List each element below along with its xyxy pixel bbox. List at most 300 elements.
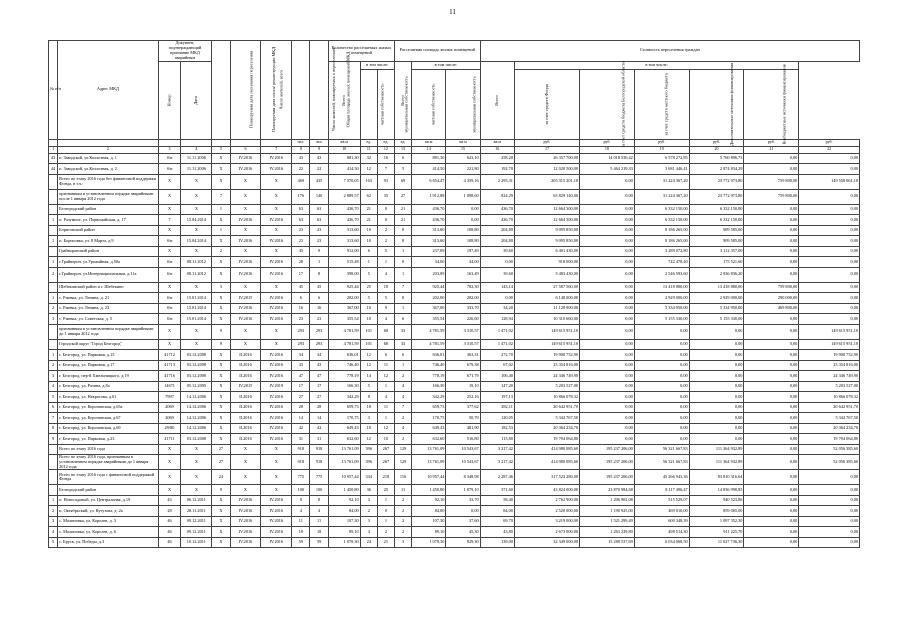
table-row-cell: 778,19 [328,371,360,382]
table-row-cell: 0,00 [799,485,860,496]
table-row-cell: 355,54 [328,314,360,325]
table-row-cell: 1 [377,257,394,268]
table-row-cell: 14.12.2006 [181,413,212,424]
table-row-cell: 0,00 [799,495,860,506]
table-row-cell: X [158,455,181,470]
table-row-cell: 08.11.2012 [181,267,212,282]
table-row-cell: Всего по этапу 2016 года без финансовой поддержки Фонда, в т.ч.: [58,174,159,189]
table-row-cell: 0,00 [799,516,860,527]
table-row-cell: 2 889,57 [328,189,360,204]
table-row-cell: X [261,339,292,350]
table-row-cell: X [230,204,261,215]
table-row [49,153,860,164]
table-row-cell: II.2016 [230,371,261,382]
table-row-cell: 679,38 [446,360,480,371]
table-row-cell: 41712 [158,350,181,361]
table-row-cell: 69 [394,174,411,189]
table-row-cell: 7 [394,402,411,413]
table-row-cell: 436,70 [328,204,360,215]
table-row-cell: 3 [49,371,58,382]
table-row-cell: 0,00 [689,350,744,361]
table-row-cell: II.2016 [230,350,261,361]
table-row-cell: IV.2016 [261,164,292,175]
table-row-cell: 10 957,44 [412,470,446,485]
table-row-cell: 1 [377,413,394,424]
table-row-cell: 6 654,47 [412,174,446,189]
units-row-cell: ед. [394,139,411,146]
table-row-cell: IV.2016 [230,236,261,247]
units-row-cell: руб. [634,139,689,146]
table-row-cell: 0,00 [480,257,514,268]
table-row-cell: 8 [310,495,328,506]
table-row-cell: 23 [310,225,328,236]
table-row-cell: 1 [49,293,58,304]
table-row-cell: 46 [158,537,181,548]
table-row-cell: 2 [377,527,394,538]
table-row-cell: 31 [310,434,328,445]
table-row [49,495,860,506]
table-row-cell: IV.2016 [261,413,292,424]
table-row-cell: 3 [360,516,377,527]
table-row-cell: 39,60 [480,246,514,257]
table-row-cell: 2 [360,506,377,517]
table-row-cell: 45 266 943,36 [634,470,689,485]
table-row-cell: 367,00 [328,303,360,314]
table-row-cell: 24 [360,537,377,548]
table-row-cell: 09.12.2011 [181,527,212,538]
table-row-cell: 12 [360,350,377,361]
table-row-cell: 342,29 [412,392,446,403]
table-row-cell: 13 418 880,00 [634,282,689,293]
table-row-cell: IV.2016 [230,527,261,538]
table-row-cell: 290 000,00 [744,293,799,304]
table-row-cell: IV.2016 [261,434,292,445]
table-row-cell: 108,80 [446,225,480,236]
table-row-cell: 11 128 900,00 [514,303,579,314]
table-row-cell: 515 529,07 [634,495,689,506]
table-row-cell: 5 [360,267,377,282]
table-row-cell: 63 [310,215,328,226]
table-row-cell: X [230,444,261,455]
table-row-cell: 0,00 [580,381,635,392]
table-row-cell: X [212,350,230,361]
column-numbers-row-cell: 2 [58,146,159,153]
column-numbers-row-cell: 19 [634,146,689,153]
table-row-cell: 52 056 385,60 [799,455,860,470]
header-area-municipal: муниципальная собственность [446,69,480,139]
table-row-cell: 03.12.2008 [181,371,212,382]
table-row-cell: 221,80 [446,164,480,175]
table-row-cell: 5 [377,246,394,257]
table-row-cell: 0,00 [744,215,799,226]
table-row-cell: 0,00 [580,257,635,268]
table-row-cell [49,246,58,257]
table-row-cell: X [158,485,181,496]
table-row-cell: 27 [394,189,411,204]
table-row [49,392,860,403]
column-numbers-row-cell: 3 [158,146,181,153]
table-row-cell [49,470,58,485]
table-row-cell: 18 [310,527,328,538]
table-row-cell: 1 [49,257,58,268]
table-row-cell: с. Ржевка, ул. Ленина, д. 23 [58,303,159,314]
table-row-cell: г. Белгород, ул. Корочанская, д.69 [58,423,159,434]
table-row-cell: 1 098,60 [446,189,480,204]
table-row-cell: 1 097 352,30 [689,516,744,527]
table-row-cell: 2 [394,527,411,538]
table-row-cell: 92,10 [328,495,360,506]
table-row-cell: 37,60 [446,516,480,527]
units-row-cell [212,139,230,146]
table-row-cell: X [261,225,292,236]
table-row-cell: б/н [158,293,181,304]
table-row-cell: 111 364 932,89 [689,455,744,470]
table-row [49,413,860,424]
column-numbers-row-cell: 5 [212,146,230,153]
table-row-cell: X [261,282,292,293]
table-row-cell: IV.2016 [261,293,292,304]
header-area-private: частная собственность [412,69,446,139]
table-row-cell: 5 155 330,00 [634,314,689,325]
table-row [49,267,860,282]
table-row-cell: 775 [292,470,310,485]
table-row-cell: 7997 [158,392,181,403]
table-row-cell: 515,48 [328,257,360,268]
table-row-cell: 7 [212,189,230,204]
table-row-cell: X [212,402,230,413]
table-row-cell: IV.2016 [261,267,292,282]
table-row-cell: 218 [377,470,394,485]
table-row-cell: 2 [49,360,58,371]
table-row-cell: 45 [292,282,310,293]
table-row-cell: 2 [394,506,411,517]
table-row-cell: X [212,413,230,424]
table-row-cell: 143,14 [480,282,514,293]
table-row-cell: 377,62 [446,402,480,413]
table-row-cell: 3 681 446,41 [634,164,689,175]
table-row-cell: 0,00 [634,381,689,392]
table-row-cell: 671,79 [446,371,480,382]
table-row [49,314,860,325]
table-row-cell: IV.2016 [261,350,292,361]
table-row-cell: 120,05 [480,413,514,424]
table-row-cell: 313,60 [328,225,360,236]
table-row-cell: X [230,455,261,470]
table-row [49,236,860,247]
table-row-cell: 0,00 [480,293,514,304]
table-row-cell: 163,49 [446,267,480,282]
table-row-cell: IV.2016 [261,392,292,403]
table-row-cell: 11.11.2006 [181,164,212,175]
table-row-cell: 22 [292,164,310,175]
table-row-cell: Шебекинский район и г. Шебекино [58,282,159,293]
table-row-cell: 93 [377,174,394,189]
table-row-cell: 0,00 [744,413,799,424]
column-numbers-row-cell: 20 [689,146,744,153]
table-row-cell: 313,60 [328,236,360,247]
table-row-cell: 0,00 [634,350,689,361]
table-row-cell: IV.2016 [261,495,292,506]
table-row-cell: 197,49 [446,246,480,257]
table-row-cell: 41716 [158,371,181,382]
table-row-cell: 0,00 [744,360,799,371]
table-row-cell: 0,00 [744,402,799,413]
table-row-cell: II.2016 [230,402,261,413]
table-row-cell: 5 334 950,00 [634,303,689,314]
table-row-cell: 5 [377,293,394,304]
header-doc-date: Дата [181,61,212,139]
table-row-cell: 498 514,30 [634,527,689,538]
table-row-cell: 204,80 [480,225,514,236]
table-row-cell: 42 [310,423,328,434]
table-row-cell: 0,00 [744,423,799,434]
table-row-cell: 129 [394,444,411,455]
table-row-cell: 0,00 [799,204,860,215]
table-row-cell: 6 [394,314,411,325]
table-row [49,537,860,548]
table-row-cell: 4 781,59 [412,339,446,350]
table-row-cell: 17 [292,267,310,282]
table-row-cell: 15.01.2014 [181,293,212,304]
table-row-cell: IV.2016 [230,314,261,325]
table-row-cell: 0,00 [744,153,799,164]
table-row-cell: 92,10 [412,495,446,506]
table-row-cell: 202,00 [328,293,360,304]
table-row-cell: 0,00 [689,324,744,339]
table-row-cell: 21 [377,537,394,548]
table-row-cell: 829,30 [446,537,480,548]
table-row-cell: 14.12.2006 [181,402,212,413]
table-row-cell: 317 523 280,00 [514,470,579,485]
table-row-cell: 2 [377,236,394,247]
table-row-cell: 11 [310,516,328,527]
table-row-cell: 11.11.2006 [181,153,212,164]
table-row-cell: 0,00 [580,350,635,361]
table-row-cell: X [212,516,230,527]
table-row-cell: 3 217,42 [480,444,514,455]
table-row-cell: 8 348,98 [446,470,480,485]
table-row-cell: 1 [49,215,58,226]
table-row-cell: Грайворонский район [58,246,159,257]
table-row [49,371,860,382]
table-row-cell: 39,60 [480,267,514,282]
table-row-cell: 0,00 [580,392,635,403]
table-row-cell: 12 664 300,00 [514,215,579,226]
table-row-cell: 10 310 660,00 [514,314,579,325]
table-row-cell: 371,60 [480,485,514,496]
table-row-cell: 192,70 [480,164,514,175]
table-row-cell: X [212,392,230,403]
table-row-cell: 8 [310,267,328,282]
table-row-cell: 2069 [158,402,181,413]
table-row-cell: 12 [377,371,394,382]
column-numbers-row-cell: 8 [292,146,310,153]
table-row-cell: 5 334 950,00 [689,303,744,314]
table-row [49,189,860,204]
table-row-cell: 2069 [158,413,181,424]
table-row-cell: 24 [212,470,230,485]
table-row-cell: 1 [377,495,394,506]
table-row-cell: 7 [49,413,58,424]
table-row-cell: 355,54 [412,314,446,325]
table-row-cell: 203,09 [412,267,446,282]
table-row-cell: 46 [158,527,181,538]
header-rooms-municipal: муниципальная собственность [377,69,394,139]
table-row-cell: 396 [360,444,377,455]
table-row-cell: 9 [49,434,58,445]
table-row-cell: 1 450,80 [328,485,360,496]
table-row-cell: 139,00 [480,537,514,548]
table-row-cell: 252,16 [446,392,480,403]
table-row-cell: IV.2016 [261,537,292,548]
units-row-cell: руб. [744,139,799,146]
table-row-cell: 4 [49,381,58,392]
table-row-cell: IV.2016 [261,314,292,325]
table-row-cell: 0,00 [580,339,635,350]
table-row-cell: 32 349 000,00 [514,537,579,548]
table-row-cell: IV.2016 [261,303,292,314]
table-row-cell: 0,00 [744,381,799,392]
table-row-cell: Белгородский район [58,485,159,496]
table-row-cell: 63 [310,204,328,215]
table-row-cell: б/н [158,257,181,268]
table-row-cell: 313,60 [412,225,446,236]
table-row-cell: 0,00 [580,413,635,424]
table-row-cell: 9 095 850,00 [514,225,579,236]
table-row-cell: 10 [360,225,377,236]
table-row [49,516,860,527]
table-row-cell: 469 010,00 [634,506,689,517]
table-row-cell: 0,00 [799,257,860,268]
table-row-cell: X [181,204,212,215]
table-row-cell: 17 [310,381,328,392]
table-row-cell: признанным в установленном порядке аварийными до 1 января 2012 года [58,324,159,339]
column-numbers-row-cell: 4 [181,146,212,153]
table-row-cell: 32 [360,153,377,164]
table-row-cell: 10 [360,236,377,247]
table-row-cell: 18 [292,527,310,538]
table-row-cell: 163 [360,174,377,189]
table-row-cell: 31 224 367,20 [634,189,689,204]
table-row-cell: 33,70 [446,495,480,506]
table-row-cell: п. Новосадовый, ул. Центральная, д.19 [58,495,159,506]
table-row [49,204,860,215]
header-cost-including: в том числе: [514,61,798,69]
table-row-cell: X [230,246,261,257]
table-row-cell: 2 [377,225,394,236]
table-row-cell [49,282,58,293]
table-row-cell: X [212,423,230,434]
table-row-cell: 649,43 [328,423,360,434]
table-row-cell: 0,00 [744,164,799,175]
table-row-cell: 23 [310,314,328,325]
table-row-cell: 149 615 951,10 [514,339,579,350]
table-row-cell: 59 [310,537,328,548]
table-row-cell: 859 065,00 [689,506,744,517]
table-row-cell: 195 237 206,00 [580,470,635,485]
table-row-cell: 649,43 [412,423,446,434]
table-row-cell: 0,00 [799,153,860,164]
column-numbers-row [49,146,860,153]
table-row-cell: 0,00 [799,164,860,175]
table-row-cell: 1 190 925,00 [580,506,635,517]
table-row-cell: 10 957,44 [328,470,360,485]
table-row-cell: 0,00 [634,324,689,339]
table-row-cell: 0,00 [799,303,860,314]
table-row-cell: 84,00 [328,506,360,517]
column-numbers-row-cell: 9 [310,146,328,153]
table-row-cell: IV.2016 [230,257,261,268]
table-row-cell: 414 980 085,60 [514,444,579,455]
table-row-cell: 9 [212,339,230,350]
table-row-cell: 0,00 [634,413,689,424]
table-row-cell: X [212,153,230,164]
table-row-cell: 03.12.2008 [181,434,212,445]
table-row-cell: 45 [292,246,310,257]
table-row-cell: Борисовский район [58,225,159,236]
table-row-cell: 2 874 834,29 [689,164,744,175]
column-numbers-row-cell: 13 [394,146,411,153]
table-row-cell: 56 321 667,83 [634,455,689,470]
table-row-cell: 15.01.2014 [181,314,212,325]
table-row-cell: 195 237 206,00 [580,444,635,455]
table-row-cell: 14.12.2006 [181,423,212,434]
table-row-cell: X [212,314,230,325]
table-row [49,303,860,314]
table-row-cell: 6 [49,402,58,413]
table-row-cell: 272,70 [480,350,514,361]
table-row-cell: 1 [49,236,58,247]
table-row-cell: 170,75 [328,413,360,424]
table-row-cell: X [212,371,230,382]
table-row-cell: б/н [158,236,181,247]
table-row-cell: 47 [292,371,310,382]
table-row-cell: 1 [377,516,394,527]
table-row-cell: 0,00 [580,360,635,371]
table-row-cell: X [181,324,212,339]
table-row-cell: 2 673 000,00 [514,527,579,538]
table-row-cell: 176 [292,189,310,204]
table-row-cell [49,339,58,350]
table-row-cell: 44 [49,164,58,175]
table-row-cell: 0,00 [580,189,635,204]
table-row [49,257,860,268]
table-row-cell: 16 [292,303,310,314]
table-row-cell: 9 095 850,00 [514,236,579,247]
table-row-cell: 20 364 234,70 [514,423,579,434]
table-row-cell: 47 [310,371,328,382]
table-row-cell: 1 079,10 [446,485,480,496]
table-body [49,139,860,548]
table-row-cell: 3 217,42 [480,455,514,470]
table-row-cell: 0,00 [744,350,799,361]
column-numbers-row-cell: 21 [744,146,799,153]
table-row-cell: 107,30 [412,516,446,527]
table-row-cell: 166,30 [412,381,446,392]
table-row-cell: 0,00 [580,215,635,226]
table-row-cell: с. Малиновка, ул. Королев, д. 3 [58,516,159,527]
table-row-cell: 6 034 068,50 [634,537,689,548]
table-row-cell: 31 [292,434,310,445]
table-row-cell: 63 829 140,00 [514,189,579,204]
table-row [49,434,860,445]
table-row-cell: 3 310,57 [446,339,480,350]
table-row-cell: 7 [377,164,394,175]
table-row-cell: 1 [394,360,411,371]
table-row-cell: 115,80 [480,434,514,445]
table-row-cell: 197,13 [480,392,514,403]
table-row-cell: 56 321 667,83 [634,444,689,455]
